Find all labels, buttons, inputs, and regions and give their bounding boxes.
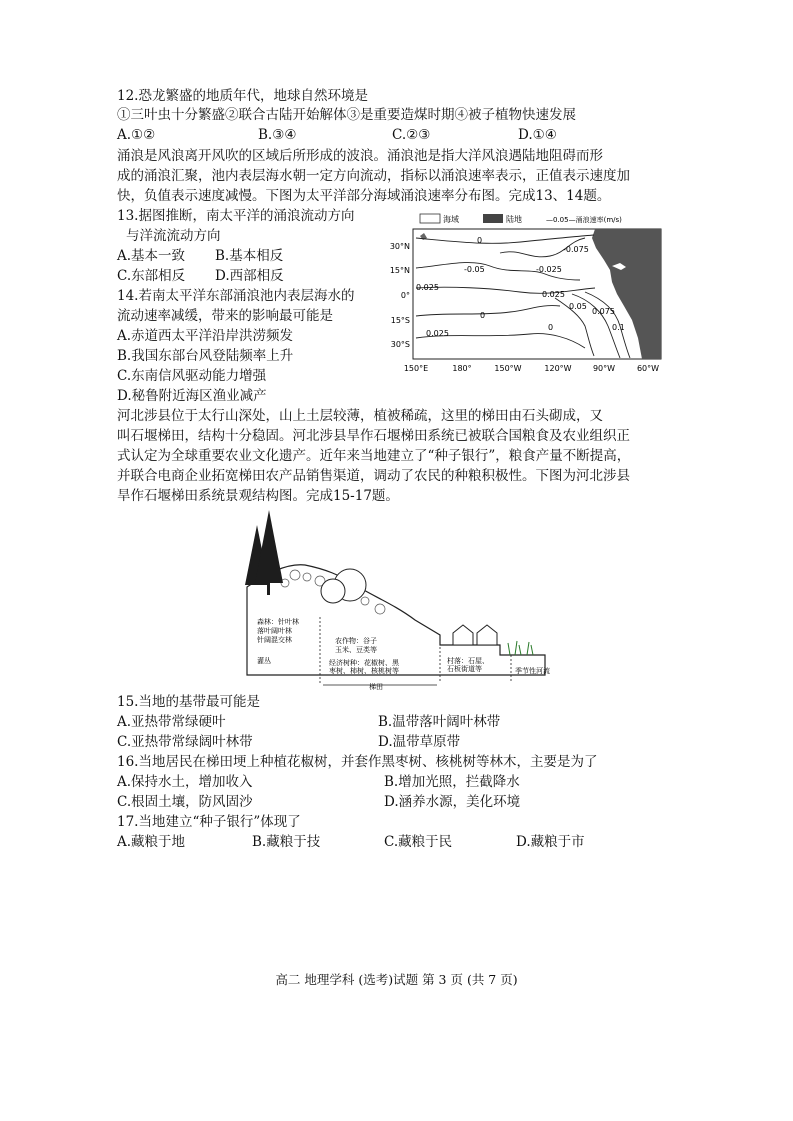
q13-option-c: C.东部相反 [117, 268, 186, 284]
contour-label: 0.025 [416, 283, 439, 292]
q16-option-b: B.增加光照，拦截降水 [384, 774, 520, 790]
lon-label: 90°W [592, 364, 616, 373]
legend-sea-swatch [420, 214, 440, 223]
q17-option-b: B.藏粮于技 [252, 834, 321, 850]
legend-line: —0.05—涌浪速率(m/s) [546, 216, 622, 224]
lon-label: 180° [452, 364, 472, 373]
contour-label: -0.05 [464, 265, 485, 274]
lon-label: 120°W [544, 364, 572, 373]
contour-label: 0 [480, 311, 486, 320]
lon-label: 150°E [403, 364, 429, 373]
trees-label: 枣树、柿树、核桃树等 [329, 667, 399, 675]
q13-option-d: D.西部相反 [215, 268, 284, 284]
q14-option-d: D.秘鲁附近海区渔业减产 [117, 388, 267, 404]
contour-label: -0.075 [563, 245, 589, 254]
q15-option-d: D.温带草原带 [378, 734, 461, 750]
lat-label: 30°S [390, 340, 410, 349]
intro15-line-1: 河北涉县位于太行山深处，山上土层较薄，植被稀疏，这里的梯田由石头砌成，又 [117, 408, 603, 424]
forest-label: 落叶阔叶林 [257, 627, 292, 635]
q14-option-b: B.我国东部台风登陆频率上升 [117, 348, 294, 364]
contour-label: 0.075 [592, 307, 615, 316]
contour-label: 0.025 [426, 329, 449, 338]
legend-land: 陆地 [506, 215, 522, 224]
river-label: 季节性河流 [515, 667, 550, 675]
crops-label: 玉米、豆类等 [335, 646, 377, 654]
q15-option-c: C.亚热带常绿阔叶林带 [117, 734, 253, 750]
q12-option-b: B.③④ [258, 127, 297, 143]
legend-sea: 海域 [443, 215, 459, 224]
intro13-line-1: 涌浪是风浪离开风吹的区域后所形成的波浪。涌浪池是指大洋风浪遇陆地阻碍而形 [117, 148, 603, 164]
q17-stem: 17.当地建立“种子银行”体现了 [117, 814, 301, 830]
forest-label: 针阔混交林 [257, 636, 292, 644]
page-footer: 高二 地理学科 (选考)试题 第 3 页 (共 7 页) [275, 972, 518, 987]
contour-label: 0.1 [612, 323, 625, 332]
q17-option-a: A.藏粮于地 [117, 834, 186, 850]
forest-label: 森林：针叶林 [257, 618, 299, 626]
village-label: 石板街道等 [447, 665, 482, 673]
q17-option-d: D.藏粮于市 [516, 834, 585, 850]
contour-label: 0.025 [542, 290, 565, 299]
lon-label: 150°W [494, 364, 522, 373]
contour-label: 0.05 [569, 302, 587, 311]
q16-stem: 16.当地居民在梯田埂上种植花椒树，并套作黑枣树、核桃树等林木，主要是为了 [117, 754, 598, 770]
q16-option-d: D.涵养水源，美化环境 [384, 794, 521, 810]
legend-land-swatch [483, 214, 503, 223]
q14-option-c: C.东南信风驱动能力增强 [117, 368, 267, 384]
grass [508, 641, 533, 655]
contour-label: 0 [477, 236, 483, 245]
intro15-line-3: 式认定为全球重要农业文化遗产。近年来当地建立了“种子银行”，粮食产量不断提高， [117, 448, 631, 464]
intro13-line-3: 快，负值表示速度减慢。下图为太平洋部分海域涌浪速率分布图。完成13、14题。 [117, 188, 611, 204]
village-label: 村落：石屋、 [447, 657, 489, 665]
q14-stem-1: 14.若南太平洋东部涌浪池内表层海水的 [117, 288, 355, 304]
q12-stem: 12.恐龙繁盛的地质年代，地球自然环境是 [117, 88, 368, 104]
q12-option-c: C.②③ [392, 127, 431, 143]
crops-label: 农作物：谷子 [335, 637, 377, 645]
contour-label: -0.025 [536, 265, 562, 274]
trees-label: 经济树种：花椒树、黑 [329, 659, 399, 667]
intro15-line-2: 叫石堰梯田，结构十分稳固。河北涉县旱作石堰梯田系统已被联合国粮食及农业组织正 [117, 428, 630, 444]
deciduous-tree [321, 579, 345, 603]
q16-option-c: C.根固土壤，防风固沙 [117, 794, 253, 810]
terrace-diagram [225, 505, 565, 690]
q15-stem: 15.当地的基带最可能是 [117, 694, 260, 710]
shrub-label: 灌丛 [257, 657, 271, 665]
intro15-line-5: 旱作石堰梯田系统景观结构图。完成15-17题。 [117, 488, 399, 504]
lat-label: 30°N [389, 242, 410, 251]
q12-items: ①三叶虫十分繁盛②联合古陆开始解体③是重要造煤时期④被子植物快速发展 [117, 107, 576, 123]
contour-label: 0 [548, 323, 554, 332]
conifer-trees [245, 510, 283, 595]
q15-option-a: A.亚热带常绿硬叶 [117, 714, 226, 730]
swell-rate-map [380, 208, 665, 376]
q15-option-b: B.温带落叶阔叶林带 [378, 714, 501, 730]
q13-option-b: B.基本相反 [215, 248, 284, 264]
q17-option-c: C.藏粮于民 [384, 834, 453, 850]
q16-option-a: A.保持水土，增加收入 [117, 774, 253, 790]
q13-stem-2: 与洋流流动方向 [126, 228, 221, 244]
intro15-line-4: 并联合电商企业拓宽梯田农产品销售渠道，调动了农民的种粮积极性。下图为河北涉县 [117, 468, 630, 484]
houses [453, 625, 497, 645]
lat-label: 15°S [390, 316, 410, 325]
q13-option-a: A.基本一致 [117, 248, 186, 264]
q12-option-d: D.①④ [518, 127, 557, 143]
terrace-label: 梯田 [369, 683, 383, 690]
lon-label: 60°W [636, 364, 660, 373]
lat-label: 0° [400, 291, 410, 300]
intro13-line-2: 成的涌浪汇聚，池内表层海水朝一定方向流动，指标以涌浪速率表示，正值表示速度加 [117, 168, 630, 184]
lat-label: 15°N [389, 266, 410, 275]
q12-option-a: A.①② [117, 127, 156, 143]
q13-stem-1: 13.据图推断，南太平洋的涌浪流动方向 [117, 208, 355, 224]
q14-option-a: A.赤道西太平洋沿岸洪涝频发 [117, 328, 294, 344]
q14-stem-2: 流动速率减缓，带来的影响最可能是 [117, 308, 333, 324]
